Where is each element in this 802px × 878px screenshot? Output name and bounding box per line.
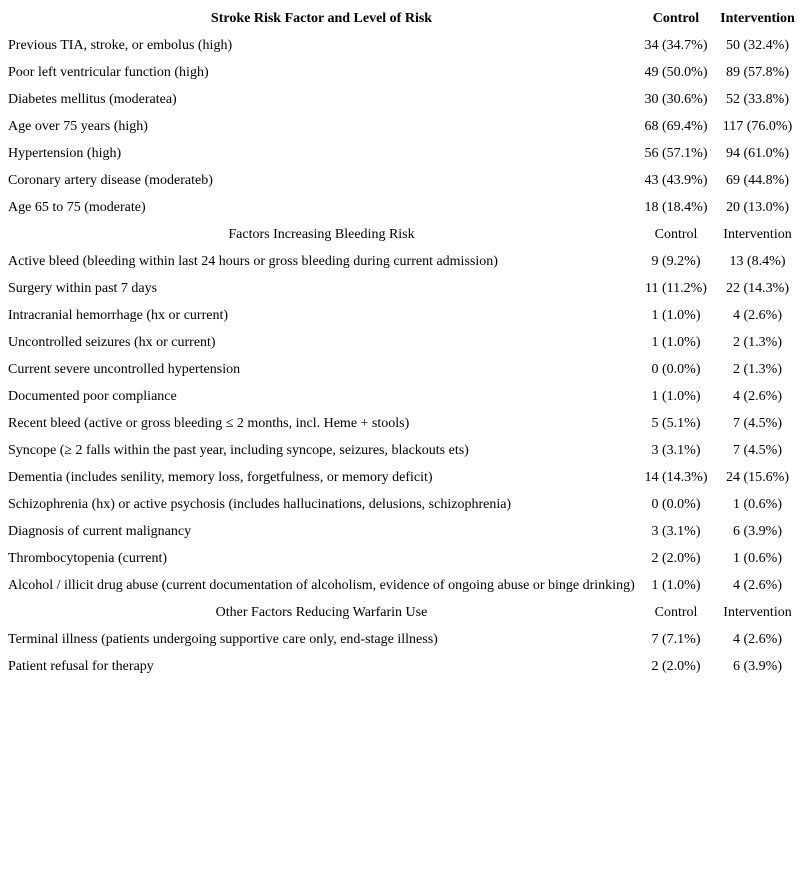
control-value: 49 (50.0%)	[644, 64, 708, 80]
column-header-intervention: Intervention	[720, 10, 795, 26]
intervention-value: 4 (2.6%)	[733, 577, 782, 593]
factor-label: Dementia (includes senility, memory loss, forgetfulness, or memory deficit)	[8, 469, 433, 485]
factor-label: Age over 75 years (high)	[8, 118, 148, 134]
section-header-row	[3, 599, 800, 626]
intervention-value: 50 (32.4%)	[726, 37, 789, 53]
intervention-value: 117 (76.0%)	[722, 118, 793, 134]
intervention-value: 4 (2.6%)	[733, 388, 782, 404]
factor-label: Surgery within past 7 days	[8, 280, 158, 296]
table-body	[3, 5, 800, 680]
table-row	[3, 410, 800, 437]
factor-label: Patient refusal for therapy	[8, 658, 154, 674]
control-value: 3 (3.1%)	[651, 442, 701, 458]
intervention-value: 24 (15.6%)	[726, 469, 789, 485]
column-header-control: Control	[652, 10, 700, 26]
table-row	[3, 248, 800, 275]
factor-label: Syncope (≥ 2 falls within the past year, including syncope, seizures, blackouts ets)	[8, 442, 469, 458]
section-title: Factors Increasing Bleeding Risk	[228, 226, 415, 242]
table-row	[3, 545, 800, 572]
factor-label: Current severe uncontrolled hypertension	[8, 361, 241, 377]
intervention-value: 7 (4.5%)	[733, 442, 782, 458]
control-value: 0 (0.0%)	[651, 361, 701, 377]
control-value: 2 (2.0%)	[651, 658, 701, 674]
factor-label: Alcohol / illicit drug abuse (current documentation of alcoholism, evidence of ongoing abuse or binge drinking)	[8, 577, 635, 593]
control-value: 5 (5.1%)	[651, 415, 701, 431]
factor-label: Recent bleed (active or gross bleeding ≤ 2 months, incl. Heme + stools)	[8, 415, 410, 431]
table-row	[3, 329, 800, 356]
intervention-value: 13 (8.4%)	[729, 253, 786, 269]
control-value: 68 (69.4%)	[644, 118, 708, 134]
intervention-value: 6 (3.9%)	[733, 523, 782, 539]
control-value: 56 (57.1%)	[644, 145, 708, 161]
section-title: Other Factors Reducing Warfarin Use	[215, 604, 428, 620]
table-row	[3, 32, 800, 59]
factor-label: Thrombocytopenia (current)	[8, 550, 167, 566]
intervention-value: 22 (14.3%)	[726, 280, 789, 296]
intervention-value: 1 (0.6%)	[733, 550, 782, 566]
factor-label: Uncontrolled seizures (hx or current)	[8, 334, 216, 350]
table-row	[3, 383, 800, 410]
factor-label: Schizophrenia (hx) or active psychosis (includes hallucinations, delusions, schizophrenia)	[8, 496, 512, 512]
intervention-value: 52 (33.8%)	[726, 91, 789, 107]
intervention-value: 20 (13.0%)	[726, 199, 789, 215]
table-row	[3, 113, 800, 140]
table-row	[3, 275, 800, 302]
column-header-intervention: Intervention	[723, 226, 792, 242]
table-row	[3, 86, 800, 113]
table-row	[3, 626, 800, 653]
column-header-intervention: Intervention	[723, 604, 792, 620]
table-row	[3, 464, 800, 491]
control-value: 43 (43.9%)	[644, 172, 708, 188]
control-value: 14 (14.3%)	[644, 469, 708, 485]
control-value: 9 (9.2%)	[651, 253, 701, 269]
table-row	[3, 437, 800, 464]
intervention-value: 1 (0.6%)	[733, 496, 782, 512]
column-header-control: Control	[654, 604, 698, 620]
intervention-value: 4 (2.6%)	[733, 307, 782, 323]
control-value: 3 (3.1%)	[651, 523, 701, 539]
section-header-row	[3, 221, 800, 248]
factor-label: Diabetes mellitus (moderatea)	[8, 91, 177, 107]
column-header-control: Control	[654, 226, 698, 242]
table-row	[3, 59, 800, 86]
control-value: 7 (7.1%)	[651, 631, 701, 647]
table-row	[3, 572, 800, 599]
table-row	[3, 491, 800, 518]
section-title: Stroke Risk Factor and Level of Risk	[210, 10, 433, 26]
control-value: 18 (18.4%)	[644, 199, 708, 215]
factor-label: Previous TIA, stroke, or embolus (high)	[8, 37, 233, 53]
intervention-value: 89 (57.8%)	[726, 64, 789, 80]
control-value: 1 (1.0%)	[651, 577, 701, 593]
table-row	[3, 518, 800, 545]
control-value: 1 (1.0%)	[651, 334, 701, 350]
table-row	[3, 653, 800, 680]
intervention-value: 2 (1.3%)	[733, 334, 782, 350]
factor-label: Documented poor compliance	[8, 388, 177, 404]
section-header-row	[3, 5, 800, 32]
intervention-value: 2 (1.3%)	[733, 361, 782, 377]
factor-label: Hypertension (high)	[8, 145, 122, 161]
table-row	[3, 194, 800, 221]
factor-label: Poor left ventricular function (high)	[8, 64, 209, 80]
factor-label: Coronary artery disease (moderateb)	[8, 172, 213, 188]
factor-label: Terminal illness (patients undergoing supportive care only, end-stage illness)	[8, 631, 438, 647]
control-value: 11 (11.2%)	[645, 280, 707, 296]
control-value: 0 (0.0%)	[651, 496, 701, 512]
risk-factor-table	[3, 5, 800, 680]
intervention-value: 94 (61.0%)	[726, 145, 789, 161]
intervention-value: 69 (44.8%)	[726, 172, 789, 188]
control-value: 30 (30.6%)	[644, 91, 708, 107]
table-row	[3, 167, 800, 194]
table-row	[3, 302, 800, 329]
factor-label: Age 65 to 75 (moderate)	[8, 199, 146, 215]
intervention-value: 4 (2.6%)	[733, 631, 782, 647]
intervention-value: 7 (4.5%)	[733, 415, 782, 431]
control-value: 1 (1.0%)	[651, 307, 701, 323]
table-row	[3, 356, 800, 383]
control-value: 1 (1.0%)	[651, 388, 701, 404]
factor-label: Diagnosis of current malignancy	[8, 523, 192, 539]
intervention-value: 6 (3.9%)	[733, 658, 782, 674]
table-row	[3, 140, 800, 167]
control-value: 34 (34.7%)	[644, 37, 708, 53]
control-value: 2 (2.0%)	[651, 550, 701, 566]
factor-label: Intracranial hemorrhage (hx or current)	[8, 307, 228, 323]
factor-label: Active bleed (bleeding within last 24 hours or gross bleeding during current admission)	[8, 253, 498, 269]
